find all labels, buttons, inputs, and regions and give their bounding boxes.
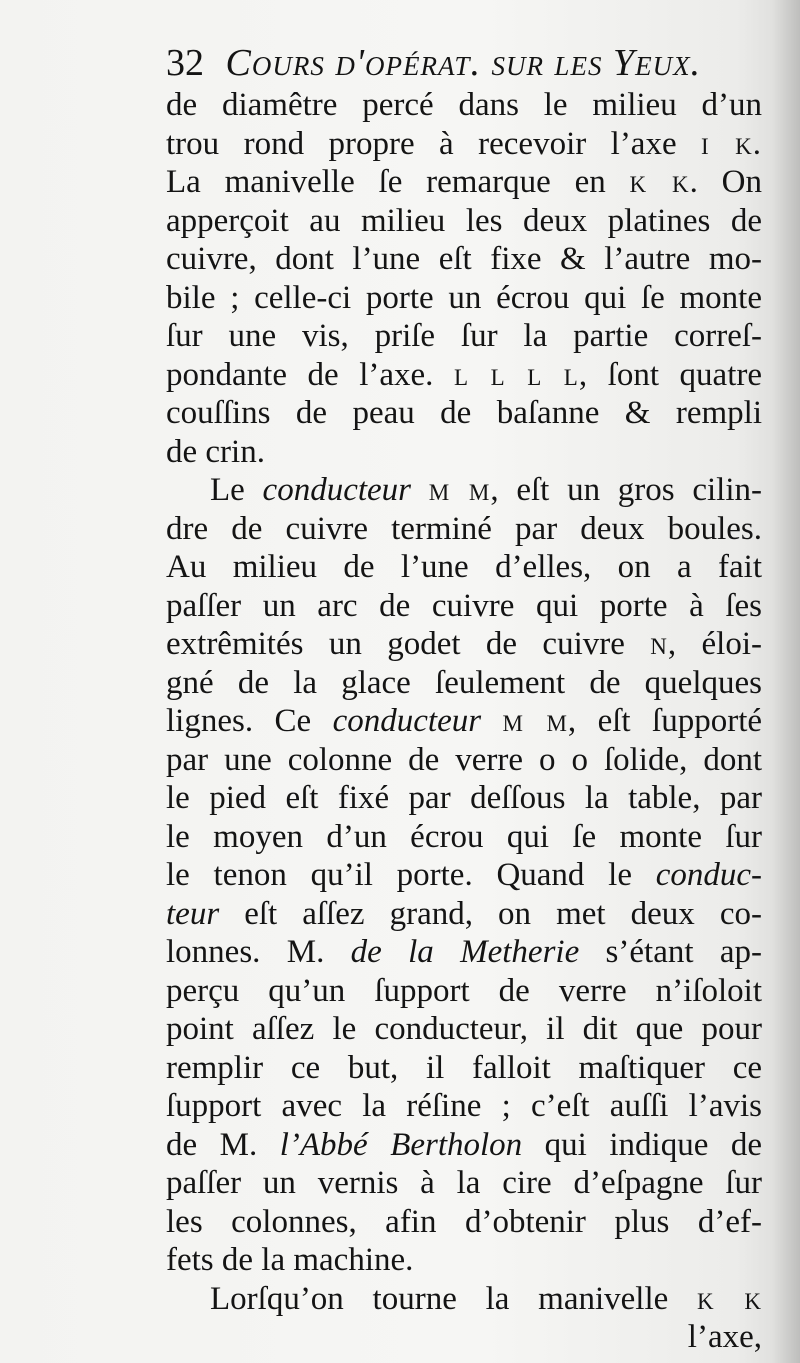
italic-text: conducteur	[262, 472, 411, 508]
text-segment: s’étant ap-	[579, 934, 762, 970]
figure-reference: n	[650, 626, 668, 662]
text-segment: cuivre, dont l’une eſt fixe & l’autre mo-	[166, 241, 762, 277]
text-segment: paſſer un vernis à la cire d’eſpagne ſur	[166, 1165, 762, 1201]
figure-reference: k k	[697, 1280, 762, 1317]
italic-text: l’Abbé Bertholon	[279, 1126, 523, 1163]
text-line	[166, 1010, 762, 1049]
text-segment: par une colonne de verre o o ſolide, dont	[166, 741, 762, 778]
italic-text: teur	[166, 895, 220, 932]
italic-text: conducteur	[332, 703, 482, 739]
text-line	[166, 625, 762, 664]
text-line	[166, 1203, 762, 1242]
text-segment: extrêmités un godet de cuivre	[166, 626, 651, 662]
text-segment: fets de la machine.	[166, 1242, 414, 1278]
text-line	[166, 1280, 762, 1319]
figure-reference: m m	[428, 472, 491, 508]
text-segment: pondante de l’axe.	[166, 356, 454, 393]
text-segment: , éloi-	[667, 626, 762, 662]
text-segment: le pied eſt fixé par deſſous la table, par	[166, 780, 762, 816]
page-number: 32	[166, 42, 204, 84]
text-segment	[481, 703, 502, 739]
text-segment	[411, 472, 429, 508]
text-segment: perçu qu’un ſupport de verre n’iſoloit	[166, 972, 762, 1009]
text-line	[166, 1126, 762, 1165]
running-title: Cours d'opérat. sur les Yeux.	[225, 42, 702, 84]
text-segment: de M.	[166, 1126, 280, 1163]
figure-reference: l l l l	[453, 356, 579, 393]
figure-reference: k k	[629, 164, 690, 200]
text-segment: l’axe,	[687, 1319, 762, 1355]
text-segment: les colonnes, afin d’obtenir plus d’ef-	[166, 1203, 762, 1240]
figure-reference: i k.	[701, 125, 762, 162]
text-segment: de crin.	[166, 433, 265, 470]
text-segment: La manivelle ſe remarque en	[166, 164, 630, 200]
text-segment: dre de cuivre terminé par deux boules.	[166, 510, 762, 547]
italic-text: de la Metherie	[350, 934, 580, 970]
text-segment: ſupport avec la réſine ; c’eſt auſſi l’avis	[166, 1088, 762, 1124]
text-line	[166, 317, 762, 356]
text-line	[166, 1164, 762, 1203]
body-text	[166, 86, 762, 1357]
text-segment: Lorſqu’on tourne la manivelle	[210, 1280, 698, 1317]
text-segment: qui indique de	[522, 1126, 762, 1163]
text-line	[166, 394, 762, 433]
text-line	[166, 702, 762, 741]
text-line	[166, 279, 762, 318]
text-segment: paſſer un arc de cuivre qui porte à ſes	[166, 587, 762, 624]
text-segment: Au milieu de l’une d’elles, on a fait	[166, 549, 762, 585]
text-segment: lignes. Ce	[166, 703, 333, 739]
text-line	[166, 972, 762, 1011]
text-line	[166, 86, 762, 125]
text-line	[166, 933, 762, 972]
running-head	[166, 40, 766, 86]
text-line	[166, 433, 762, 472]
text-line	[166, 856, 762, 895]
text-line	[166, 1049, 762, 1088]
page-edge-shadow	[772, 0, 800, 1363]
figure-reference: m m	[502, 703, 568, 739]
text-line	[166, 163, 762, 202]
text-segment: le moyen d’un écrou qui ſe monte ſur	[166, 818, 762, 855]
text-segment: . On	[689, 164, 762, 200]
text-segment: bile ; celle-ci porte un écrou qui ſe monte	[166, 279, 762, 316]
text-line	[166, 664, 762, 703]
text-line	[166, 1318, 762, 1357]
text-segment: trou rond propre à recevoir l’axe	[166, 125, 702, 162]
text-line	[166, 125, 762, 164]
text-line	[166, 510, 762, 549]
text-line	[166, 356, 762, 395]
text-line	[166, 471, 762, 510]
text-line	[166, 818, 762, 857]
text-line	[166, 1241, 762, 1280]
text-segment: Le	[210, 472, 263, 508]
text-segment: remplir ce but, il falloit maſtiquer ce	[166, 1049, 762, 1086]
text-line	[166, 1087, 762, 1126]
text-line	[166, 779, 762, 818]
text-segment: , eſt ſupporté	[567, 703, 763, 739]
text-segment: ſur une vis, priſe ſur la partie correſ-	[166, 318, 762, 354]
text-line	[166, 202, 762, 241]
text-line	[166, 240, 762, 279]
text-segment: de diamêtre percé dans le milieu d’un	[166, 87, 762, 123]
italic-text: conduc-	[655, 857, 762, 893]
text-segment: le tenon qu’il porte. Quand le	[166, 857, 656, 893]
text-line	[166, 895, 762, 934]
text-segment: lonnes. M.	[166, 934, 351, 970]
text-line	[166, 587, 762, 626]
text-segment: apperçoit au milieu les deux platines de	[166, 202, 762, 239]
text-segment: , ſont quatre	[578, 356, 763, 393]
text-segment: , eſt un gros cilin-	[490, 472, 763, 508]
text-segment: eſt aſſez grand, on met deux co-	[219, 895, 762, 932]
text-segment: gné de la glace ſeulement de quelques	[166, 664, 762, 701]
text-segment: point aſſez le conducteur, il dit que pour	[166, 1011, 762, 1047]
text-segment: couſſins de peau de baſanne & rempli	[166, 395, 762, 431]
text-line	[166, 741, 762, 780]
text-line	[166, 548, 762, 587]
